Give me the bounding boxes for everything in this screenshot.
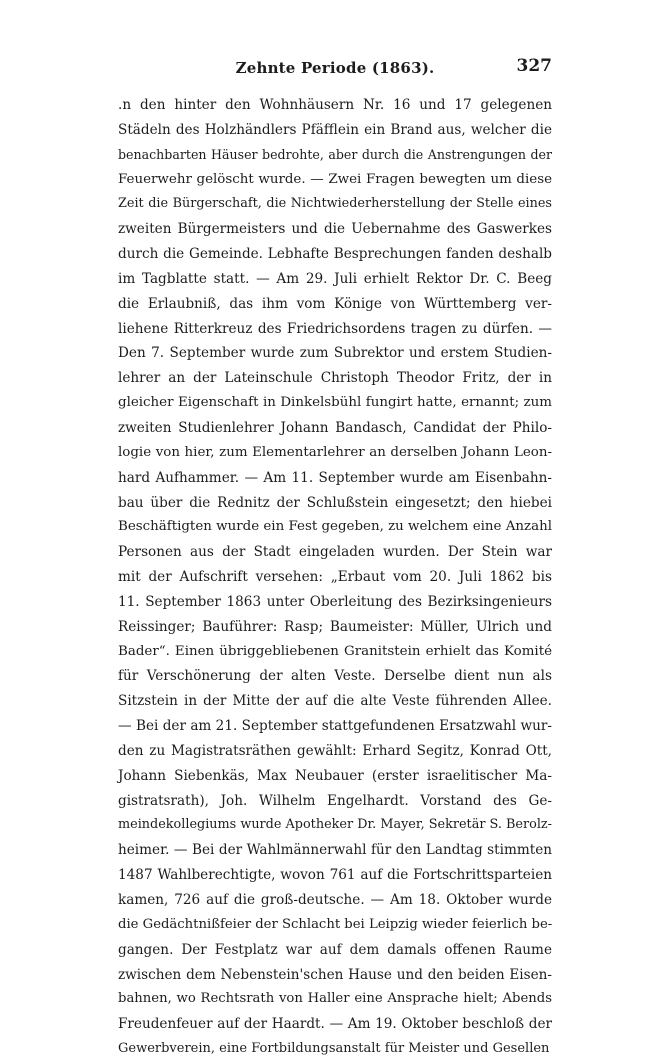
- text-line: Gewerbverein, eine Fortbildungsanstalt für Meister und Gesellen: [118, 1041, 550, 1057]
- text-line: bahnen, wo Rechtsrath von Haller eine Ansprache hielt; Abends: [118, 991, 552, 1007]
- text-line: Johann Siebenkäs, Max Neubauer (erster israelitischer Ma-: [118, 767, 552, 784]
- text-line: zwischen dem Nebenstein'schen Hause und den beiden Eisen-: [118, 966, 552, 983]
- text-line: Zeit die Bürgerschaft, die Nichtwiederherstellung der Stelle eines: [118, 196, 552, 212]
- text-line: hard Aufhammer. — Am 11. September wurde am Eisenbahn-: [118, 469, 552, 486]
- text-line: Freudenfeuer auf der Haardt. — Am 19. Oktober beschloß der: [118, 1016, 552, 1033]
- text-line: meindekollegiums wurde Apotheker Dr. Mayer, Sekretär S. Berolz-: [118, 817, 552, 833]
- text-line: gistratsrath), Joh. Wilhelm Engelhardt. Vorstand des Ge-: [118, 792, 552, 809]
- text-line: heimer. — Bei der Wahlmännerwahl für den Landtag stimmten: [118, 842, 552, 859]
- text-line: Sitzstein in der Mitte der auf die alte Veste führenden Allee.: [118, 693, 552, 710]
- text-line: Beschäftigten wurde ein Fest gegeben, zu welchem eine Anzahl: [118, 519, 552, 535]
- text-line: im Tagblatte statt. — Am 29. Juli erhielt Rektor Dr. C. Beeg: [118, 270, 552, 287]
- text-line: .n den hinter den Wohnhäusern Nr. 16 und 17 gelegenen: [118, 97, 552, 113]
- page-header: [118, 56, 552, 82]
- text-line: mit der Aufschrift versehen: „Erbaut vom 20. Juli 1862 bis: [118, 569, 552, 586]
- text-line: die Gedächtnißfeier der Schlacht bei Leipzig wieder feierlich be-: [118, 916, 553, 932]
- text-line: zweiten Studienlehrer Johann Bandasch, Candidat der Philo-: [118, 419, 552, 436]
- text-line: Reissinger; Bauführer: Rasp; Baumeister: Müller, Ulrich und: [118, 618, 552, 635]
- text-line: lehrer an der Lateinschule Christoph Theodor Fritz, der in: [118, 370, 552, 387]
- text-line: logie von hier, zum Elementarlehrer an derselben Johann Leon-: [118, 444, 552, 460]
- text-line: gangen. Der Festplatz war auf dem damals offenen Raume: [118, 941, 552, 958]
- text-line: zweiten Bürgermeisters und die Uebernahme des Gaswerkes: [118, 221, 552, 238]
- text-line: benachbarten Häuser bedrohte, aber durch die Anstrengungen der: [118, 146, 552, 162]
- text-line: — Bei der am 21. September stattgefundenen Ersatzwahl wur-: [118, 718, 552, 735]
- text-line: für Verschönerung der alten Veste. Derselbe dient nun als: [118, 668, 552, 685]
- running-title: Zehnte Periode (1863).: [235, 59, 435, 77]
- text-line: kamen, 726 auf die groß-deutsche. — Am 18. Oktober wurde: [118, 892, 552, 908]
- text-line: Bader“. Einen übriggebliebenen Granitstein erhielt das Komité: [118, 643, 552, 659]
- body-text: [118, 93, 552, 1062]
- text-line: die Erlaubniß, das ihm vom Könige von Württemberg ver-: [118, 295, 552, 312]
- page-number: 327: [516, 56, 552, 76]
- text-line: Personen aus der Stadt eingeladen wurden. Der Stein war: [118, 544, 552, 561]
- text-line: 11. September 1863 unter Oberleitung des Bezirksingenieurs: [118, 593, 552, 610]
- text-line: Feuerwehr gelöscht wurde. — Zwei Fragen bewegten um diese: [118, 171, 552, 187]
- text-line: 1487 Wahlberechtigte, wovon 761 auf die Fortschrittsparteien: [118, 867, 552, 884]
- text-line: durch die Gemeinde. Lebhafte Besprechungen fanden deshalb: [118, 246, 552, 263]
- text-line: gleicher Eigenschaft in Dinkelsbühl fungirt hatte, ernannt; zum: [118, 395, 552, 411]
- text-line: Städeln des Holzhändlers Pfäfflein ein Brand aus, welcher die: [118, 121, 552, 138]
- text-line: den zu Magistratsräthen gewählt: Erhard Segitz, Konrad Ott,: [118, 742, 552, 759]
- text-line: liehene Ritterkreuz des Friedrichsordens tragen zu dürfen. —: [118, 320, 552, 337]
- text-line: Den 7. September wurde zum Subrektor und erstem Studien-: [118, 345, 552, 362]
- text-line: bau über die Rednitz der Schlußstein eingesetzt; den hiebei: [118, 494, 552, 511]
